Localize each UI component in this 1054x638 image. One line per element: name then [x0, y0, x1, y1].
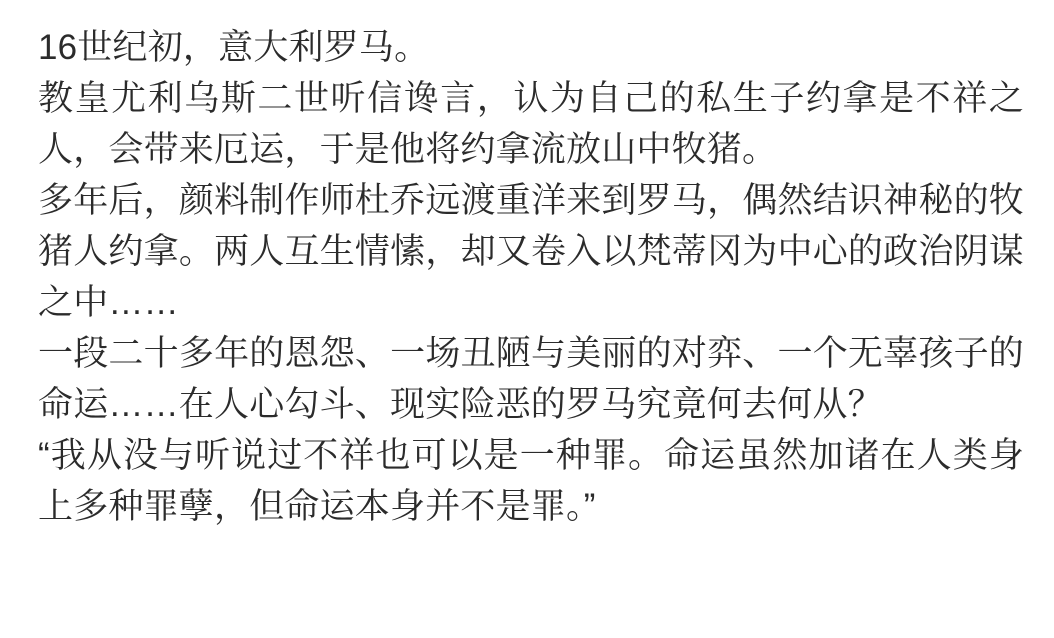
paragraph: “我从没与听说过不祥也可以是一种罪。命运虽然加诸在人类身上多种罪孽，但命运本身并不是罪。” [38, 436, 1024, 526]
paragraph: 多年后，颜料制作师杜乔远渡重洋来到罗马，偶然结识神秘的牧猪人约拿。两人互生情愫，却又卷入以梵蒂冈为中心的政治阴谋之中…… [38, 181, 1024, 322]
paragraph: 教皇尤利乌斯二世听信谗言，认为自己的私生子约拿是不祥之人，会带来厄运，于是他将约拿流放山中牧猪。 [38, 79, 1024, 169]
paragraph: 一段二十多年的恩怨、一场丑陋与美丽的对弈、一个无辜孩子的命运……在人心勾斗、现实险恶的罗马究竟何去何从？ [38, 334, 1024, 424]
synopsis-text-block [38, 22, 1024, 532]
paragraph: 16世纪初，意大利罗马。 [38, 28, 430, 67]
